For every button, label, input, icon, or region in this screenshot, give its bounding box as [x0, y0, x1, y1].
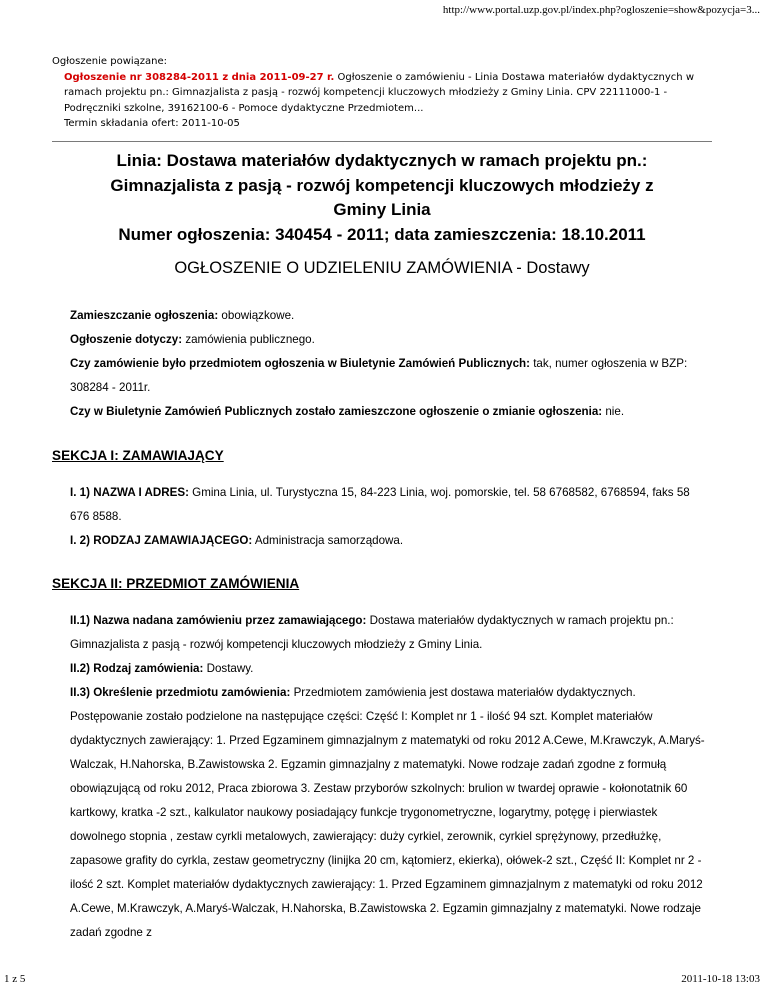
intro-value: zamówienia publicznego. — [182, 333, 315, 346]
intro-block — [70, 304, 710, 424]
related-deadline: Termin składania ofert: 2011-10-05 — [64, 118, 240, 129]
title-line: Gimnazjalista z pasją - rozwój kompetencji kluczowych młodzieży z — [110, 175, 654, 195]
item-value: Dostawy. — [203, 662, 254, 675]
item-label: II.2) Rodzaj zamówienia: — [70, 662, 204, 675]
section-heading-contracting-authority: SEKCJA I: ZAMAWIAJĄCY — [52, 448, 224, 463]
related-body — [52, 70, 722, 132]
intro-item — [70, 352, 710, 400]
item-value: Administracja samorządowa. — [252, 534, 404, 547]
item-label: I. 1) NAZWA I ADRES: — [70, 486, 189, 499]
section-heading-subject: SEKCJA II: PRZEDMIOT ZAMÓWIENIA — [52, 576, 300, 591]
section2-block — [70, 609, 710, 945]
item-label: I. 2) RODZAJ ZAMAWIAJĄCEGO: — [70, 534, 253, 547]
item-value: Dostawa materiałów dydaktycznych w ramach projektu pn.: Gimnazjalista z pasją - rozwój kompetencji kluczowych młodzieży z Gminy Linia. — [70, 614, 674, 651]
item-value: Przedmiotem zamówienia jest dostawa materiałów dydaktycznych. Postępowanie zostało podzielone na następujące części: Część I: Komplet nr 1 - ilość 94 szt. Komplet materiałów dydaktycznych zawierający: 1. Przed Egzaminem gimnazjalnym z matematyki od roku 2012 A.Cewe, M.Krawczyk, A.Maryś-Walczak, H.Nahorska, B.Zawistowska 2. Egzamin gimnazjalny z matematyki. Nowe rodzaje zadań zgodne z formułą obowiązującą od roku 2012, Praca zbiorowa 3. Zestaw przyborów szkolnych: brulion w twardej oprawie - kołonotatnik 60 kartkowy, kratka -2 szt., kalkulator naukowy posiadający funkcje trygonometryczne, logarytmy, potęgę i pierwiastek dowolnego stopnia , zestaw cyrkli metalowych, zawierający: duży cyrkiel, zerownik, cyrkiel sprężynowy, przedłużkę, zapasowe grafity do cyrkla, zestaw geometryczny (linijka 20 cm, kątomierz, ekierka), ołówek-2 szt., Część II: Komplet nr 2 - ilość 2 szt. Komplet materiałów dydaktycznych zawierający: 1. Przed Egzaminem gimnazjalnym z matematyki od roku 2012 A.Cewe, M.Krawczyk, A.Maryś-Walczak, H.Nahorska, B.Zawistowska 2. Egzamin gimnazjalny z matematyki. Nowe rodzaje zadań zgodne z — [70, 686, 705, 939]
intro-label: Czy w Biuletynie Zamówień Publicznych zostało zamieszczone ogłoszenie o zmianie ogłoszenia: — [70, 405, 603, 418]
notice-number: Numer ogłoszenia: 340454 - 2011; data zamieszczenia: 18.10.2011 — [118, 224, 646, 244]
related-notice-link[interactable]: Ogłoszenie nr 308284-2011 z dnia 2011-09-27 r. — [64, 71, 335, 83]
page-counter: 1 z 5 — [4, 973, 26, 985]
intro-value: nie. — [602, 405, 625, 418]
related-heading: Ogłoszenie powiązane: — [52, 56, 168, 67]
section1-item — [70, 481, 710, 529]
intro-item — [70, 328, 710, 352]
item-label: II.3) Określenie przedmiotu zamówienia: — [70, 686, 291, 699]
title-line: Linia: Dostawa materiałów dydaktycznych w ramach projektu pn.: — [116, 151, 648, 170]
title-line: Gminy Linia — [333, 200, 431, 219]
item-label: II.1) Nazwa nadana zamówieniu przez zamawiającego: — [70, 614, 367, 627]
notice-type: OGŁOSZENIE O UDZIELENIU ZAMÓWIENIA - Dostawy — [174, 259, 590, 277]
item-value: Gmina Linia, ul. Turystyczna 15, 84-223 Linia, woj. pomorskie, tel. 58 6768582, 6768594, faks 58 676 8588. — [70, 486, 690, 523]
intro-item — [70, 304, 710, 328]
intro-label: Ogłoszenie dotyczy: — [70, 333, 183, 346]
intro-value: tak, numer ogłoszenia w BZP: 308284 - 2011r. — [70, 357, 688, 394]
intro-label: Zamieszczanie ogłoszenia: — [70, 309, 219, 322]
divider — [52, 141, 712, 142]
section2-item — [70, 681, 710, 945]
section1-block — [70, 481, 710, 553]
intro-value: obowiązkowe. — [218, 309, 295, 322]
intro-label: Czy zamówienie było przedmiotem ogłoszenia w Biuletynie Zamówień Publicznych: — [70, 357, 530, 370]
page-title — [52, 149, 712, 247]
print-datetime: 2011-10-18 13:03 — [681, 973, 760, 985]
section1-item — [70, 529, 710, 553]
section2-item — [70, 609, 710, 657]
related-description: Ogłoszenie o zamówieniu - Linia Dostawa materiałów dydaktycznych w ramach projektu pn.: Gimnazjalista z pasją - rozwój kompetencji kluczowych młodzieży z Gminy Linia. CPV 22111000-1 - Podręczniki szkolne, 39162100-6 - Pomoce dydaktyczne Przedmiotem... — [64, 71, 695, 114]
related-notice — [52, 54, 722, 132]
page-url: http://www.portal.uzp.gov.pl/index.php?ogloszenie=show&pozycja=3... — [442, 4, 760, 16]
section2-item — [70, 657, 710, 681]
intro-item — [70, 400, 710, 424]
